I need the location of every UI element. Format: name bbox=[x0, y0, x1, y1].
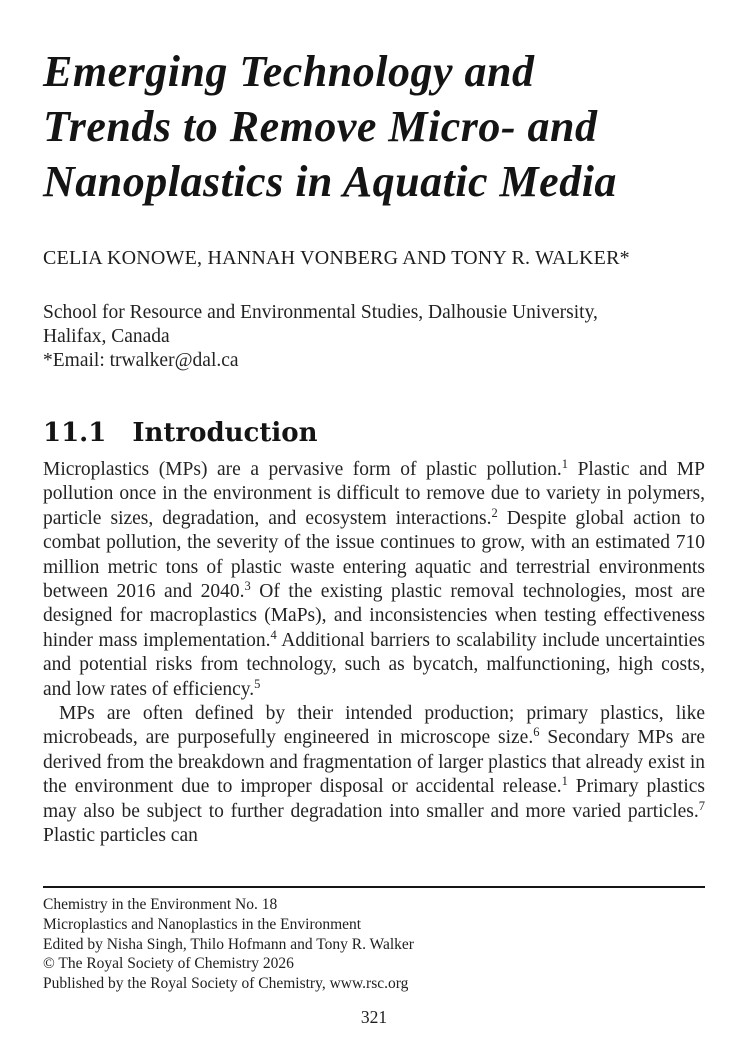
imprint-block bbox=[43, 895, 705, 994]
imprint-footer bbox=[43, 886, 705, 1028]
text-run: Plastic and MP pollution once in the environment is difficult to remove due to variety in polymers, particle sizes, degradation, and ecosystem interactions. bbox=[43, 459, 705, 529]
imprint-book-title-line: Microplastics and Nanoplastics in the Environment bbox=[43, 915, 362, 933]
chapter-title bbox=[43, 44, 705, 209]
reference-superscript: 2 bbox=[491, 505, 498, 520]
section-heading bbox=[43, 418, 705, 448]
section-number: 11.1 bbox=[43, 418, 107, 448]
text-run: Plastic particles can bbox=[43, 825, 198, 847]
reference-superscript: 4 bbox=[270, 627, 277, 642]
affiliation-line-1: School for Resource and Environmental Studies, Dalhousie University, bbox=[43, 302, 598, 323]
page-content bbox=[43, 0, 705, 849]
paragraph-2 bbox=[43, 702, 705, 848]
chapter-title-line-2: Trends to Remove Micro- and bbox=[43, 102, 598, 151]
reference-superscript: 3 bbox=[244, 579, 251, 594]
text-run: Despite global action to combat pollution, the severity of the issue continues to grow, with an estimated 710 million metric tons of plastic waste entering aquatic and terrestrial environments between 2016 and 2040. bbox=[43, 507, 706, 603]
reference-superscript: 5 bbox=[254, 676, 261, 691]
text-run: Of the existing plastic removal technologies, most are designed for macroplastics (MaPs), and inconsistencies when testing effectiveness hinder mass implementation. bbox=[43, 581, 705, 651]
section-title: Introduction bbox=[132, 418, 318, 448]
text-run: Primary plastics may also be subject to further degradation into smaller and more varied particles. bbox=[43, 776, 705, 822]
imprint-editors-line: Edited by Nisha Singh, Thilo Hofmann and Tony R. Walker bbox=[43, 935, 414, 953]
text-run: Additional barriers to scalability include uncertainties and potential risks from technology, such as bycatch, malfunctioning, high costs, and low rates of efficiency. bbox=[43, 629, 705, 700]
paragraph-1 bbox=[43, 458, 705, 702]
page-number: 321 bbox=[360, 1006, 388, 1027]
text-run: Secondary MPs are derived from the breakdown and fragmentation of larger plastics that already exist in the environment due to improper disposal or accidental release. bbox=[43, 727, 705, 798]
reference-superscript: 6 bbox=[533, 725, 540, 740]
text-run: MPs are often defined by their intended production; primary plastics, like microbeads, are purposefully engineered in microscope size. bbox=[43, 703, 705, 749]
corresponding-email: *Email: trwalker@dal.ca bbox=[43, 350, 239, 371]
chapter-title-line-3: Nanoplastics in Aquatic Media bbox=[43, 157, 617, 206]
authors-line: CELIA KONOWE, HANNAH VONBERG AND TONY R. WALKER* bbox=[43, 247, 630, 269]
text-run: Microplastics (MPs) are a pervasive form of plastic pollution. bbox=[43, 459, 562, 480]
reference-superscript: 1 bbox=[561, 774, 568, 789]
reference-superscript: 7 bbox=[698, 798, 705, 813]
imprint-copyright-line: © The Royal Society of Chemistry 2026 bbox=[43, 955, 294, 973]
reference-superscript: 1 bbox=[561, 457, 569, 471]
imprint-series-line: Chemistry in the Environment No. 18 bbox=[43, 896, 278, 913]
chapter-title-line-1: Emerging Technology and bbox=[43, 47, 535, 96]
affiliation-block bbox=[43, 301, 705, 373]
footer-rule bbox=[43, 886, 705, 888]
affiliation-line-2: Halifax, Canada bbox=[43, 326, 170, 347]
imprint-publisher-line: Published by the Royal Society of Chemistry, www.rsc.org bbox=[43, 975, 409, 993]
